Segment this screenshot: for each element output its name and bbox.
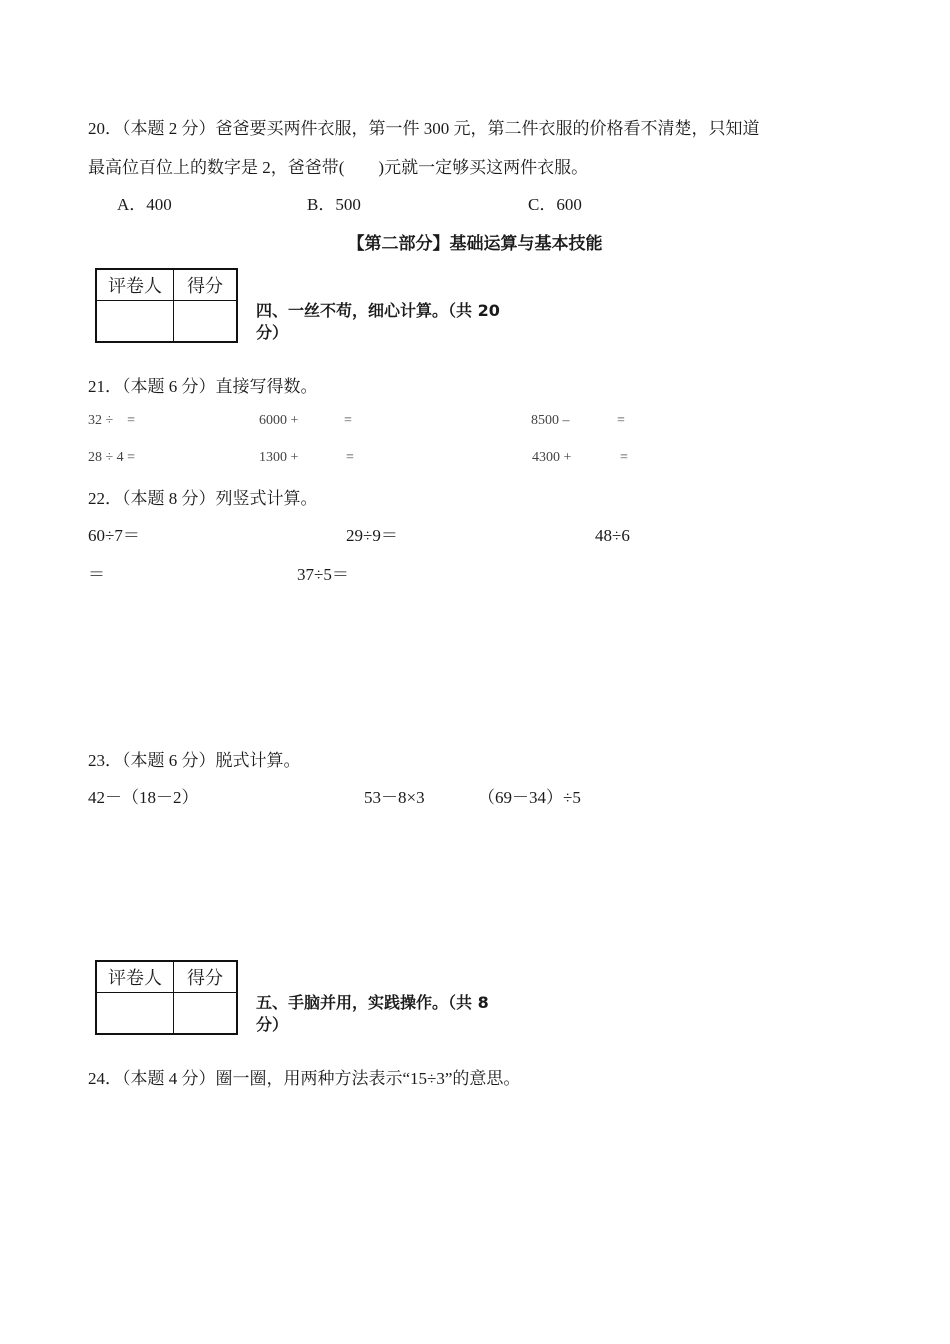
- section5-title-line1: 五、手脑并用，实践操作。（共 8: [256, 993, 489, 1012]
- score-table-2-score-header: 得分: [174, 961, 238, 993]
- score-table-1-score-header: 得分: [174, 269, 238, 301]
- q20-option-b: B．500: [307, 195, 361, 214]
- q21-r1-c3: =: [344, 413, 352, 428]
- score-table-1-grader-header: 评卷人: [96, 269, 174, 301]
- q22-title: 22．（本题 8 分）列竖式计算。: [88, 489, 318, 508]
- q21-r1-c4: 8500 –: [531, 413, 570, 428]
- q20-line1: 20．（本题 2 分）爸爸要买两件衣服，第一件 300 元，第二件衣服的价格看不清楚，只知道: [88, 119, 760, 138]
- q22-item-1: 60÷7＝: [88, 526, 140, 545]
- section4-title-line1: 四、一丝不苟，细心计算。（共 20: [256, 301, 500, 320]
- score-table-2-grader-cell: [96, 993, 174, 1035]
- q21-r2-c4: 4300 +: [532, 450, 572, 465]
- score-table-1-score-cell: [174, 301, 238, 343]
- q21-r2-c3: =: [346, 450, 354, 465]
- q22-item-3: 48÷6: [595, 526, 630, 545]
- q22-item-4: 37÷5＝: [297, 565, 349, 584]
- q21-title: 21．（本题 6 分）直接写得数。: [88, 377, 318, 396]
- q23-item-2: 53－8×3: [364, 788, 425, 807]
- q23-item-3: （69－34）÷5: [478, 788, 581, 807]
- score-table-2: [95, 960, 238, 1035]
- score-table-1-grader-cell: [96, 301, 174, 343]
- q22-item-3-equals: ＝: [88, 565, 105, 584]
- score-table-2-score-cell: [174, 993, 238, 1035]
- q20-option-c: C．600: [528, 195, 582, 214]
- q21-r1-c2: 6000 +: [259, 413, 299, 428]
- q22-item-2: 29÷9＝: [346, 526, 398, 545]
- score-table-1: [95, 268, 238, 343]
- q20-option-a: A．400: [117, 195, 172, 214]
- q23-item-1: 42－（18－2）: [88, 788, 199, 807]
- part2-title: 【第二部分】基础运算与基本技能: [347, 234, 603, 254]
- q21-r2-c5: =: [620, 450, 628, 465]
- section4-title-line2: 分）: [256, 323, 289, 342]
- q20-line2: 最高位百位上的数字是 2，爸爸带( )元就一定够买这两件衣服。: [88, 158, 589, 177]
- q21-r2-c2: 1300 +: [259, 450, 299, 465]
- score-table-2-grader-header: 评卷人: [96, 961, 174, 993]
- q24-title: 24．（本题 4 分）圈一圈，用两种方法表示“15÷3”的意思。: [88, 1069, 521, 1088]
- q23-title: 23．（本题 6 分）脱式计算。: [88, 751, 301, 770]
- section5-title-line2: 分）: [256, 1015, 289, 1034]
- q21-r1-c5: =: [617, 413, 625, 428]
- q21-r2-c1: 28 ÷ 4 =: [88, 450, 136, 465]
- q21-r1-c1: 32 ÷ =: [88, 413, 136, 428]
